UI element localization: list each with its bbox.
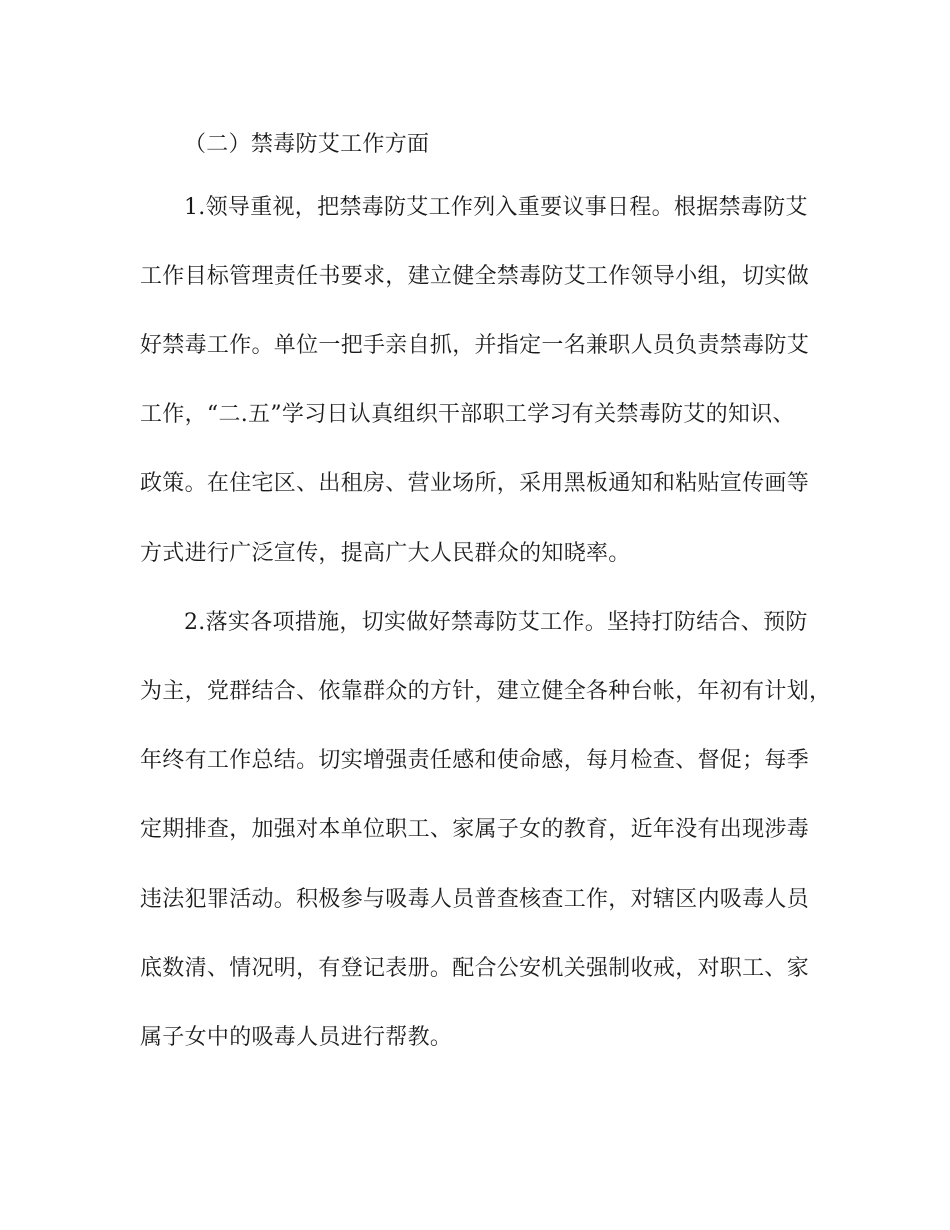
paragraph-2-line-7: 属子女中的吸毒人员进行帮教。 [140, 1025, 453, 1050]
paragraph-1-line-1: 1.领导重视，把禁毒防艾工作列入重要议事日程。根据禁毒防艾 [184, 195, 808, 220]
paragraph-1-line-2: 工作目标管理责任书要求，建立健全禁毒防艾工作领导小组，切实做 [140, 264, 810, 289]
paragraph-2-line-1: 2.落实各项措施，切实做好禁毒防艾工作。坚持打防结合、预防 [184, 610, 808, 635]
paragraph-2-line-6: 底数清、情况明，有登记表册。配合公安机关强制收戒，对职工、家 [140, 956, 810, 981]
paragraph-1-line-4: 工作，“二.五”学习日认真组织干部职工学习有关禁毒防艾的知识、 [140, 402, 795, 427]
paragraph-1-line-6: 方式进行广泛宣传，提高广大人民群众的知晓率。 [140, 541, 631, 566]
paragraph-2-line-5: 违法犯罪活动。积极参与吸毒人员普查核查工作，对辖区内吸毒人员 [140, 887, 810, 912]
paragraph-1-line-5: 政策。在住宅区、出租房、营业场所，采用黑板通知和粘贴宣传画等 [140, 471, 810, 496]
section-heading: （二）禁毒防艾工作方面 [184, 132, 430, 157]
paragraph-2-line-2: 为主，党群结合、依靠群众的方针，建立健全各种台帐，年初有计划， [140, 679, 832, 704]
paragraph-2-line-4: 定期排查，加强对本单位职工、家属子女的教育，近年没有出现涉毒 [140, 817, 810, 842]
paragraph-2-line-3: 年终有工作总结。切实增强责任感和使命感，每月检查、督促；每季 [140, 748, 810, 773]
paragraph-1-line-3: 好禁毒工作。单位一把手亲自抓，并指定一名兼职人员负责禁毒防艾 [140, 333, 810, 358]
